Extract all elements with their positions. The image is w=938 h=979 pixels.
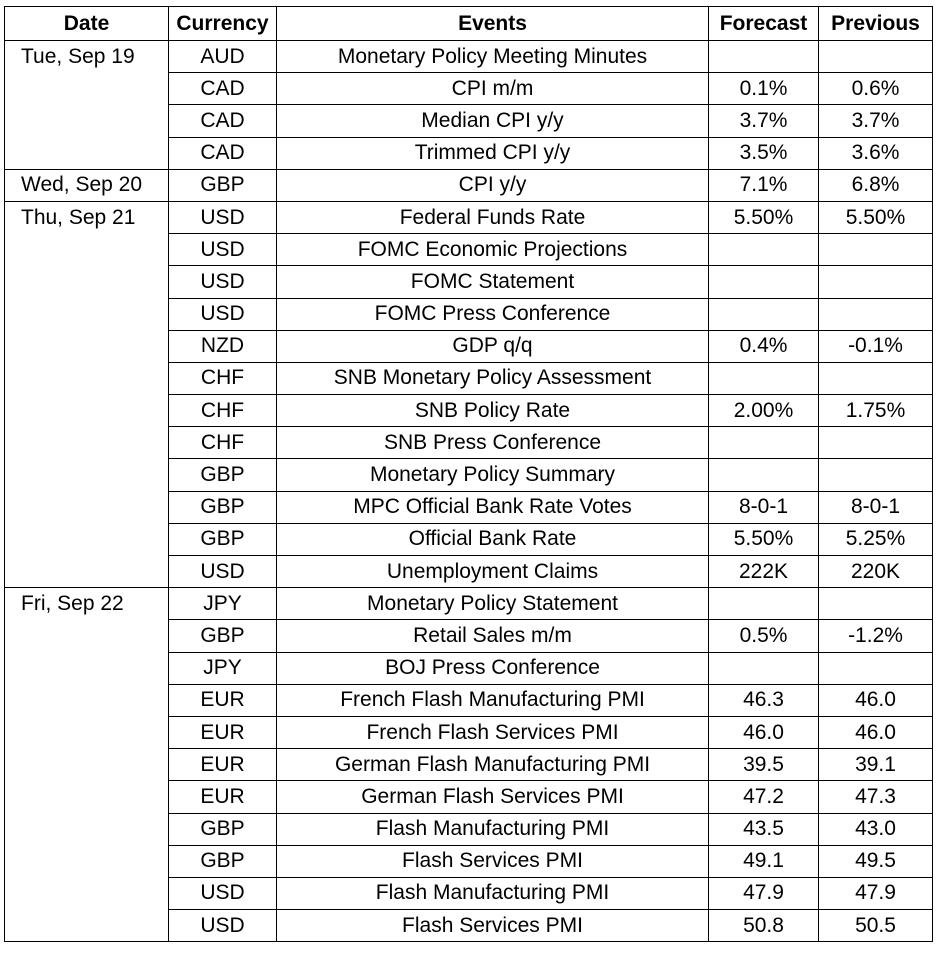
table-row: [5, 362, 933, 394]
date-cell: [5, 652, 169, 684]
currency-cell: GBP: [169, 459, 277, 491]
table-row: [5, 684, 933, 716]
previous-cell: [819, 588, 933, 620]
previous-cell: 39.1: [819, 749, 933, 781]
previous-cell: [819, 266, 933, 298]
date-cell: Thu, Sep 21: [5, 201, 169, 233]
date-cell: [5, 395, 169, 427]
currency-cell: GBP: [169, 169, 277, 201]
header-previous: Previous: [819, 7, 933, 41]
previous-cell: 220K: [819, 556, 933, 588]
currency-cell: CHF: [169, 427, 277, 459]
currency-cell: EUR: [169, 781, 277, 813]
event-cell: Median CPI y/y: [277, 105, 709, 137]
forecast-cell: 0.5%: [709, 620, 819, 652]
date-cell: [5, 491, 169, 523]
event-cell: French Flash Services PMI: [277, 716, 709, 748]
header-forecast: Forecast: [709, 7, 819, 41]
table-row: [5, 716, 933, 748]
table-row: [5, 652, 933, 684]
previous-cell: 6.8%: [819, 169, 933, 201]
event-cell: French Flash Manufacturing PMI: [277, 684, 709, 716]
currency-cell: JPY: [169, 588, 277, 620]
header-date: Date: [5, 7, 169, 41]
table-row: [5, 298, 933, 330]
previous-cell: 46.0: [819, 716, 933, 748]
forecast-cell: 50.8: [709, 910, 819, 942]
event-cell: SNB Press Conference: [277, 427, 709, 459]
currency-cell: AUD: [169, 41, 277, 73]
event-cell: Flash Services PMI: [277, 910, 709, 942]
previous-cell: [819, 298, 933, 330]
currency-cell: USD: [169, 234, 277, 266]
table-row: [5, 556, 933, 588]
event-cell: Unemployment Claims: [277, 556, 709, 588]
forecast-cell: [709, 652, 819, 684]
forecast-cell: [709, 362, 819, 394]
previous-cell: 49.5: [819, 845, 933, 877]
currency-cell: USD: [169, 877, 277, 909]
table-row: [5, 330, 933, 362]
previous-cell: 5.25%: [819, 523, 933, 555]
date-cell: [5, 73, 169, 105]
date-cell: [5, 105, 169, 137]
date-cell: Tue, Sep 19: [5, 41, 169, 73]
forecast-cell: [709, 266, 819, 298]
date-cell: [5, 459, 169, 491]
previous-cell: [819, 41, 933, 73]
event-cell: Flash Manufacturing PMI: [277, 877, 709, 909]
previous-cell: -1.2%: [819, 620, 933, 652]
forecast-cell: 49.1: [709, 845, 819, 877]
date-cell: [5, 137, 169, 169]
currency-cell: JPY: [169, 652, 277, 684]
date-cell: [5, 556, 169, 588]
currency-cell: NZD: [169, 330, 277, 362]
date-cell: [5, 684, 169, 716]
currency-cell: GBP: [169, 813, 277, 845]
event-cell: CPI y/y: [277, 169, 709, 201]
currency-cell: CAD: [169, 73, 277, 105]
table-row: [5, 588, 933, 620]
event-cell: Retail Sales m/m: [277, 620, 709, 652]
previous-cell: [819, 652, 933, 684]
previous-cell: [819, 234, 933, 266]
event-cell: German Flash Services PMI: [277, 781, 709, 813]
event-cell: FOMC Statement: [277, 266, 709, 298]
table-row: [5, 813, 933, 845]
header-events: Events: [277, 7, 709, 41]
previous-cell: 43.0: [819, 813, 933, 845]
currency-cell: GBP: [169, 845, 277, 877]
calendar-body: [5, 41, 933, 942]
forecast-cell: [709, 588, 819, 620]
table-row: [5, 201, 933, 233]
table-row: [5, 105, 933, 137]
date-cell: [5, 716, 169, 748]
previous-cell: 3.6%: [819, 137, 933, 169]
forecast-cell: [709, 41, 819, 73]
event-cell: FOMC Press Conference: [277, 298, 709, 330]
forecast-cell: [709, 459, 819, 491]
forecast-cell: [709, 234, 819, 266]
previous-cell: [819, 362, 933, 394]
previous-cell: 0.6%: [819, 73, 933, 105]
date-cell: Wed, Sep 20: [5, 169, 169, 201]
date-cell: [5, 330, 169, 362]
forecast-cell: 2.00%: [709, 395, 819, 427]
event-cell: MPC Official Bank Rate Votes: [277, 491, 709, 523]
previous-cell: 5.50%: [819, 201, 933, 233]
event-cell: Flash Services PMI: [277, 845, 709, 877]
currency-cell: USD: [169, 298, 277, 330]
previous-cell: 8-0-1: [819, 491, 933, 523]
forecast-cell: [709, 427, 819, 459]
event-cell: SNB Monetary Policy Assessment: [277, 362, 709, 394]
table-row: [5, 910, 933, 942]
previous-cell: [819, 459, 933, 491]
forecast-cell: 222K: [709, 556, 819, 588]
event-cell: Federal Funds Rate: [277, 201, 709, 233]
forecast-cell: 5.50%: [709, 523, 819, 555]
date-cell: [5, 813, 169, 845]
currency-cell: CHF: [169, 395, 277, 427]
forecast-cell: 46.0: [709, 716, 819, 748]
currency-cell: CAD: [169, 105, 277, 137]
event-cell: CPI m/m: [277, 73, 709, 105]
table-row: [5, 459, 933, 491]
forecast-cell: 7.1%: [709, 169, 819, 201]
date-cell: [5, 298, 169, 330]
currency-cell: GBP: [169, 523, 277, 555]
table-row: [5, 73, 933, 105]
table-row: [5, 620, 933, 652]
currency-cell: EUR: [169, 716, 277, 748]
date-cell: [5, 523, 169, 555]
previous-cell: 47.9: [819, 877, 933, 909]
forecast-cell: 47.9: [709, 877, 819, 909]
event-cell: Monetary Policy Meeting Minutes: [277, 41, 709, 73]
previous-cell: -0.1%: [819, 330, 933, 362]
date-cell: [5, 781, 169, 813]
currency-cell: EUR: [169, 684, 277, 716]
currency-cell: GBP: [169, 620, 277, 652]
forecast-cell: 3.5%: [709, 137, 819, 169]
currency-cell: CHF: [169, 362, 277, 394]
event-cell: GDP q/q: [277, 330, 709, 362]
date-cell: [5, 749, 169, 781]
table-row: [5, 234, 933, 266]
forecast-cell: 39.5: [709, 749, 819, 781]
header-currency: Currency: [169, 7, 277, 41]
table-row: [5, 523, 933, 555]
table-row: [5, 395, 933, 427]
forecast-cell: 0.4%: [709, 330, 819, 362]
date-cell: Fri, Sep 22: [5, 588, 169, 620]
event-cell: BOJ Press Conference: [277, 652, 709, 684]
forecast-cell: 43.5: [709, 813, 819, 845]
currency-cell: USD: [169, 910, 277, 942]
date-cell: [5, 877, 169, 909]
event-cell: Flash Manufacturing PMI: [277, 813, 709, 845]
event-cell: SNB Policy Rate: [277, 395, 709, 427]
date-cell: [5, 910, 169, 942]
previous-cell: 47.3: [819, 781, 933, 813]
table-row: [5, 169, 933, 201]
date-cell: [5, 266, 169, 298]
forecast-cell: [709, 298, 819, 330]
table-row: [5, 781, 933, 813]
event-cell: Monetary Policy Statement: [277, 588, 709, 620]
currency-cell: USD: [169, 556, 277, 588]
event-cell: Official Bank Rate: [277, 523, 709, 555]
event-cell: FOMC Economic Projections: [277, 234, 709, 266]
event-cell: Monetary Policy Summary: [277, 459, 709, 491]
date-cell: [5, 620, 169, 652]
table-row: [5, 266, 933, 298]
forecast-cell: 47.2: [709, 781, 819, 813]
table-row: [5, 427, 933, 459]
currency-cell: CAD: [169, 137, 277, 169]
event-cell: German Flash Manufacturing PMI: [277, 749, 709, 781]
table-row: [5, 491, 933, 523]
event-cell: Trimmed CPI y/y: [277, 137, 709, 169]
date-cell: [5, 234, 169, 266]
table-row: [5, 749, 933, 781]
table-row: [5, 877, 933, 909]
currency-cell: USD: [169, 266, 277, 298]
previous-cell: [819, 427, 933, 459]
table-row: [5, 41, 933, 73]
previous-cell: 1.75%: [819, 395, 933, 427]
forecast-cell: 3.7%: [709, 105, 819, 137]
forecast-cell: 0.1%: [709, 73, 819, 105]
forecast-cell: 8-0-1: [709, 491, 819, 523]
currency-cell: GBP: [169, 491, 277, 523]
economic-calendar-table: [4, 6, 933, 942]
date-cell: [5, 845, 169, 877]
previous-cell: 50.5: [819, 910, 933, 942]
previous-cell: 46.0: [819, 684, 933, 716]
header-row: [5, 7, 933, 41]
currency-cell: USD: [169, 201, 277, 233]
currency-cell: EUR: [169, 749, 277, 781]
table-row: [5, 845, 933, 877]
date-cell: [5, 362, 169, 394]
forecast-cell: 5.50%: [709, 201, 819, 233]
forecast-cell: 46.3: [709, 684, 819, 716]
date-cell: [5, 427, 169, 459]
table-row: [5, 137, 933, 169]
previous-cell: 3.7%: [819, 105, 933, 137]
